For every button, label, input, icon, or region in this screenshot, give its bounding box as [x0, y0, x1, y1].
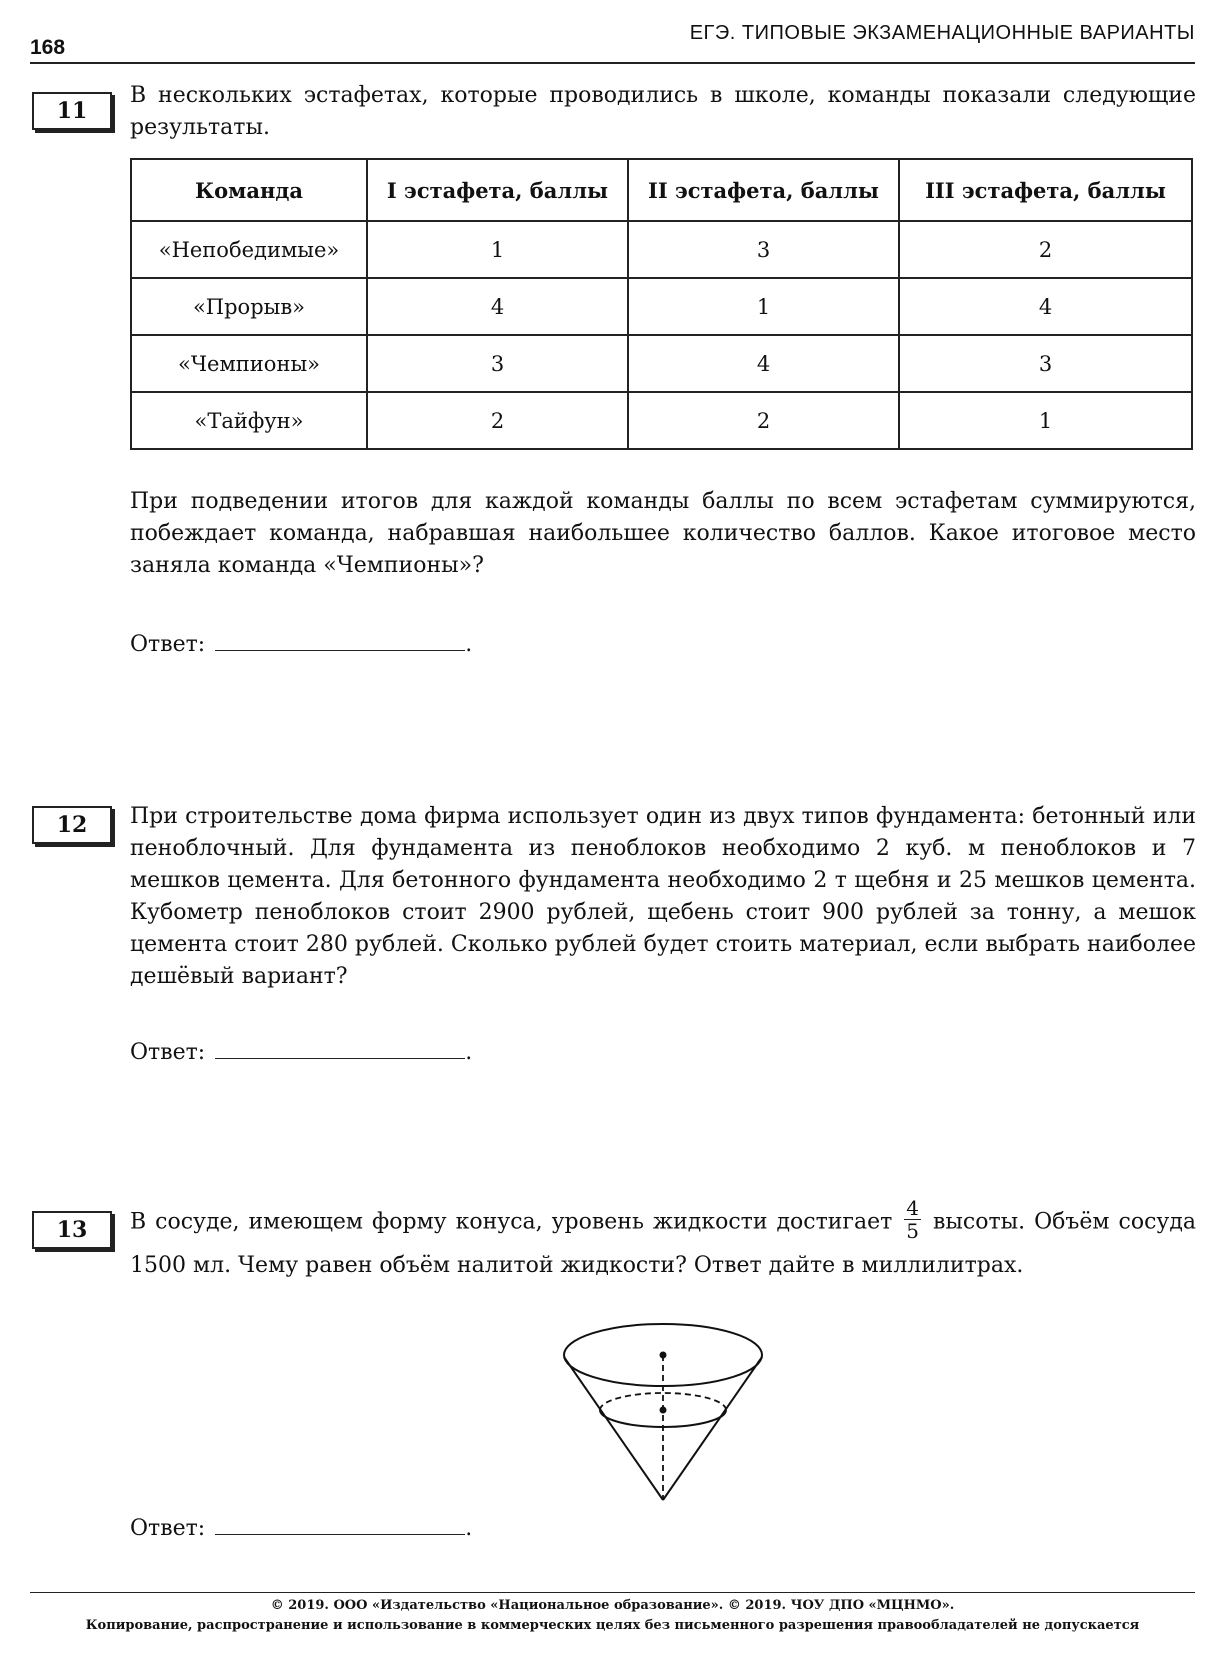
- score-cell: 3: [628, 221, 899, 278]
- header-relay-2: II эстафета, баллы: [628, 159, 899, 221]
- score-cell: 3: [899, 335, 1192, 392]
- table-row: [131, 335, 1192, 392]
- task-11-question: При подведении итогов для каждой команды баллы по всем эстафетам суммируются, побеждает команда, набравшая наибольшее количество баллов. Какое итоговое место заняла команда «Чемпионы»?: [130, 489, 1196, 578]
- task-12-text: При строительстве дома фирма использует один из двух типов фундамента: бетонный или пеноблочный. Для фундамента из пеноблоков необходимо 2 куб. м пеноблоков и 7 мешков цемента. Для бетонного фундамента необходимо 2 т щебня и 25 мешков цемента. Кубометр пеноблоков стоит 2900 рублей, щебень стоит 900 рублей за тонну, а мешок цемента стоит 280 рублей. Сколько рублей будет стоить материал, если выбрать наиболее дешёвый вариант?: [130, 804, 1196, 989]
- task-13-answer: [130, 1512, 472, 1541]
- header-relay-1: I эстафета, баллы: [367, 159, 628, 221]
- header-relay-3: III эстафета, баллы: [899, 159, 1192, 221]
- answer-line[interactable]: [215, 1512, 465, 1535]
- score-cell: 4: [899, 278, 1192, 335]
- task-12-answer: [130, 1036, 472, 1065]
- task-11-intro: В нескольких эстафетах, которые проводились в школе, команды показали следующие результаты.: [130, 83, 1196, 140]
- answer-line[interactable]: [215, 1036, 465, 1059]
- answer-label: Ответ:: [130, 1040, 206, 1065]
- cone-left-side: [564, 1357, 663, 1500]
- answer-period: .: [465, 1040, 473, 1065]
- page-number: 168: [30, 36, 66, 59]
- header-team: Команда: [131, 159, 367, 221]
- table-row: [131, 392, 1192, 449]
- task-12-number: 12: [32, 806, 112, 844]
- task-13-text-after: высоты. Объём сосуда 1500 мл. Чему равен объём налитой жидкости? Ответ дайте в миллилитрах.: [130, 1209, 1196, 1278]
- task-11-answer: [130, 628, 472, 657]
- score-cell: 2: [628, 392, 899, 449]
- score-cell: 2: [899, 221, 1192, 278]
- team-name: «Чемпионы»: [131, 335, 367, 392]
- book-title: ЕГЭ. ТИПОВЫЕ ЭКЗАМЕНАЦИОННЫЕ ВАРИАНТЫ: [689, 22, 1195, 44]
- team-name: «Прорыв»: [131, 278, 367, 335]
- score-cell: 4: [628, 335, 899, 392]
- footer-copyright: © 2019. ООО «Издательство «Национальное образование». © 2019. ЧОУ ДПО «МЦНМО».: [270, 1598, 955, 1613]
- score-cell: 1: [628, 278, 899, 335]
- answer-line[interactable]: [215, 628, 465, 651]
- level-center-point: [660, 1407, 667, 1414]
- task-13-number: 13: [32, 1211, 112, 1249]
- answer-label: Ответ:: [130, 1516, 206, 1541]
- results-table: [130, 158, 1193, 450]
- score-cell: 1: [367, 221, 628, 278]
- score-cell: 2: [367, 392, 628, 449]
- score-cell: 4: [367, 278, 628, 335]
- cone-right-side: [663, 1357, 762, 1500]
- score-cell: 1: [899, 392, 1192, 449]
- fraction-numerator: 4: [906, 1196, 919, 1220]
- task-13-text-before: В сосуде, имеющем форму конуса, уровень жидкости достигает: [130, 1209, 893, 1235]
- answer-period: .: [465, 1516, 473, 1541]
- table-header-row: [131, 159, 1192, 221]
- score-cell: 3: [367, 335, 628, 392]
- team-name: «Непобедимые»: [131, 221, 367, 278]
- page-header: [30, 18, 1195, 64]
- team-name: «Тайфун»: [131, 392, 367, 449]
- cone-diagram: [555, 1318, 775, 1508]
- fraction-denominator: 5: [906, 1219, 919, 1243]
- answer-period: .: [465, 632, 473, 657]
- fraction-four-fifths: [904, 1197, 921, 1242]
- table-row: [131, 221, 1192, 278]
- task-11-number: 11: [32, 92, 112, 130]
- answer-label: Ответ:: [130, 632, 206, 657]
- table-row: [131, 278, 1192, 335]
- task-13-text: [130, 1196, 1196, 1287]
- footer-notice: Копирование, распространение и использование в коммерческих целях без письменного разрешения правообладателей не допускается: [85, 1618, 1140, 1633]
- footer-divider: [30, 1592, 1195, 1593]
- top-center-point: [660, 1352, 667, 1359]
